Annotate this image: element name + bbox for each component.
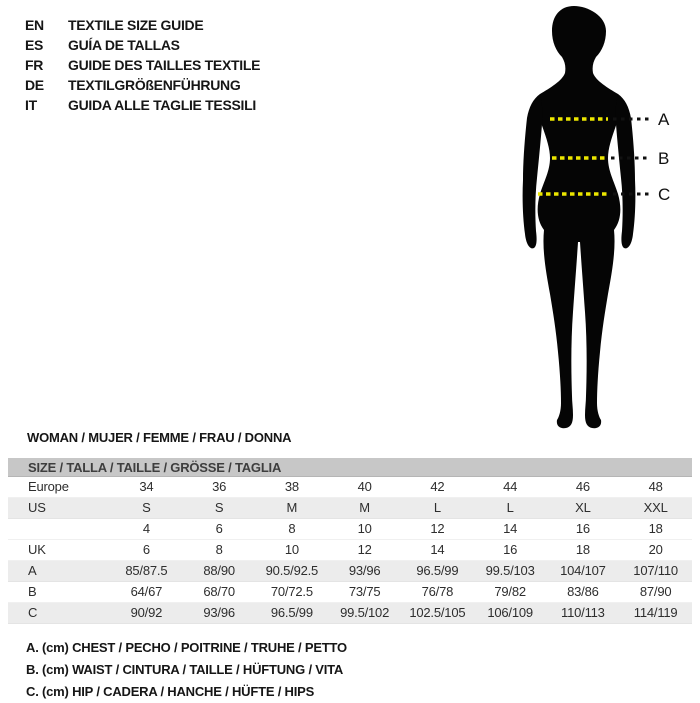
size-value: 10 xyxy=(284,542,299,557)
size-value: 85/87.5 xyxy=(125,563,168,578)
size-value: 110/113 xyxy=(561,605,605,620)
size-value: XL xyxy=(575,500,591,515)
table-row xyxy=(8,561,692,582)
size-value: 87/90 xyxy=(639,584,672,599)
size-value: 8 xyxy=(215,542,223,557)
row-label: Europe xyxy=(28,479,69,494)
size-value: 20 xyxy=(648,542,663,557)
size-value: 34 xyxy=(139,479,154,494)
language-code: IT xyxy=(25,97,37,113)
size-value: 6 xyxy=(142,542,150,557)
size-value: 70/72.5 xyxy=(270,584,313,599)
size-value: 68/70 xyxy=(203,584,235,599)
table-body xyxy=(8,477,692,624)
size-value: 4 xyxy=(142,521,150,536)
size-value: 104/107 xyxy=(560,563,606,578)
size-value: 73/75 xyxy=(348,584,381,599)
size-value: 12 xyxy=(430,521,445,536)
size-value: 76/78 xyxy=(421,584,454,599)
size-value: 42 xyxy=(430,479,445,494)
legend-line: A. (cm) CHEST / PECHO / POITRINE / TRUHE / PETTO xyxy=(26,640,347,655)
size-value: 6 xyxy=(215,521,223,536)
size-value: 14 xyxy=(430,542,445,557)
size-value: 18 xyxy=(575,542,590,557)
size-value: 10 xyxy=(357,521,372,536)
size-figure xyxy=(480,0,700,436)
language-row xyxy=(25,95,260,115)
row-label: B xyxy=(28,584,37,599)
table-row xyxy=(8,519,692,540)
size-value: 48 xyxy=(648,479,663,494)
size-value: M xyxy=(286,500,298,515)
row-label: C xyxy=(28,605,38,620)
size-value: 79/82 xyxy=(494,584,526,599)
size-value: 38 xyxy=(284,479,299,494)
size-value: S xyxy=(214,500,224,515)
language-code: DE xyxy=(25,77,44,93)
language-code: FR xyxy=(25,57,44,73)
size-value: 36 xyxy=(212,479,227,494)
row-label: US xyxy=(28,500,46,515)
language-title: TEXTILE SIZE GUIDE xyxy=(68,17,204,33)
size-value: 44 xyxy=(503,479,518,494)
table-row xyxy=(8,540,692,561)
size-value: 107/110 xyxy=(633,563,678,578)
language-list xyxy=(25,15,260,115)
language-title: GUÍA DE TALLAS xyxy=(68,37,180,53)
size-value: 114/119 xyxy=(633,605,678,620)
measure-legend xyxy=(26,637,347,703)
size-value: L xyxy=(433,500,441,515)
language-title: TEXTILGRÖßENFÜHRUNG xyxy=(68,77,241,93)
size-value: 18 xyxy=(648,521,663,536)
size-value: 14 xyxy=(503,521,518,536)
size-value: 102.5/105 xyxy=(409,605,466,620)
size-value: 88/90 xyxy=(203,563,235,578)
language-row xyxy=(25,75,260,95)
size-value: 93/96 xyxy=(348,563,381,578)
language-title: GUIDA ALLE TAGLIE TESSILI xyxy=(68,97,256,113)
size-value: 46 xyxy=(575,479,590,494)
language-row xyxy=(25,15,260,35)
size-value: 40 xyxy=(357,479,372,494)
size-value: 90/92 xyxy=(130,605,163,620)
size-value: 16 xyxy=(575,521,590,536)
size-value: S xyxy=(142,500,151,515)
size-value: 106/109 xyxy=(487,605,533,620)
size-value: M xyxy=(359,500,370,515)
language-code: EN xyxy=(25,17,44,33)
size-value: 8 xyxy=(288,521,296,536)
size-value: 12 xyxy=(357,542,372,557)
chest-marker-label: A xyxy=(658,110,670,129)
size-value: 96.5/99 xyxy=(416,563,459,578)
table-row xyxy=(8,603,692,624)
size-table xyxy=(8,458,692,624)
table-header: SIZE / TALLA / TAILLE / GRÖSSE / TAGLIA xyxy=(8,458,692,477)
woman-silhouette xyxy=(537,6,620,428)
legend-line: B. (cm) WAIST / CINTURA / TAILLE / HÜFTUNG / VITA xyxy=(26,662,344,677)
waist-marker-label: B xyxy=(658,149,670,168)
size-value: L xyxy=(506,500,514,515)
size-value: 90.5/92.5 xyxy=(265,563,319,578)
woman-left-arm xyxy=(523,94,543,248)
table-row xyxy=(8,582,692,603)
size-value: 93/96 xyxy=(203,605,235,620)
section-title: WOMAN / MUJER / FEMME / FRAU / DONNA xyxy=(27,430,292,445)
row-label: A xyxy=(28,563,37,578)
legend-line: C. (cm) HIP / CADERA / HANCHE / HÜFTE / HIPS xyxy=(26,684,315,699)
woman-right-arm xyxy=(616,94,636,248)
size-value: 16 xyxy=(503,542,518,557)
row-label: UK xyxy=(28,542,46,557)
size-value: 99.5/103 xyxy=(485,563,535,578)
table-row xyxy=(8,498,692,519)
size-value: 64/67 xyxy=(130,584,163,599)
language-row xyxy=(25,35,260,55)
size-value: 96.5/99 xyxy=(270,605,313,620)
size-value: 99.5/102 xyxy=(340,605,390,620)
language-row xyxy=(25,55,260,75)
hip-marker-label: C xyxy=(658,185,671,204)
table-row xyxy=(8,477,692,498)
size-value: XXL xyxy=(643,500,668,515)
row-label xyxy=(8,519,110,539)
language-code: ES xyxy=(25,37,44,53)
size-value: 83/86 xyxy=(567,584,599,599)
language-title: GUIDE DES TAILLES TEXTILE xyxy=(68,57,261,73)
